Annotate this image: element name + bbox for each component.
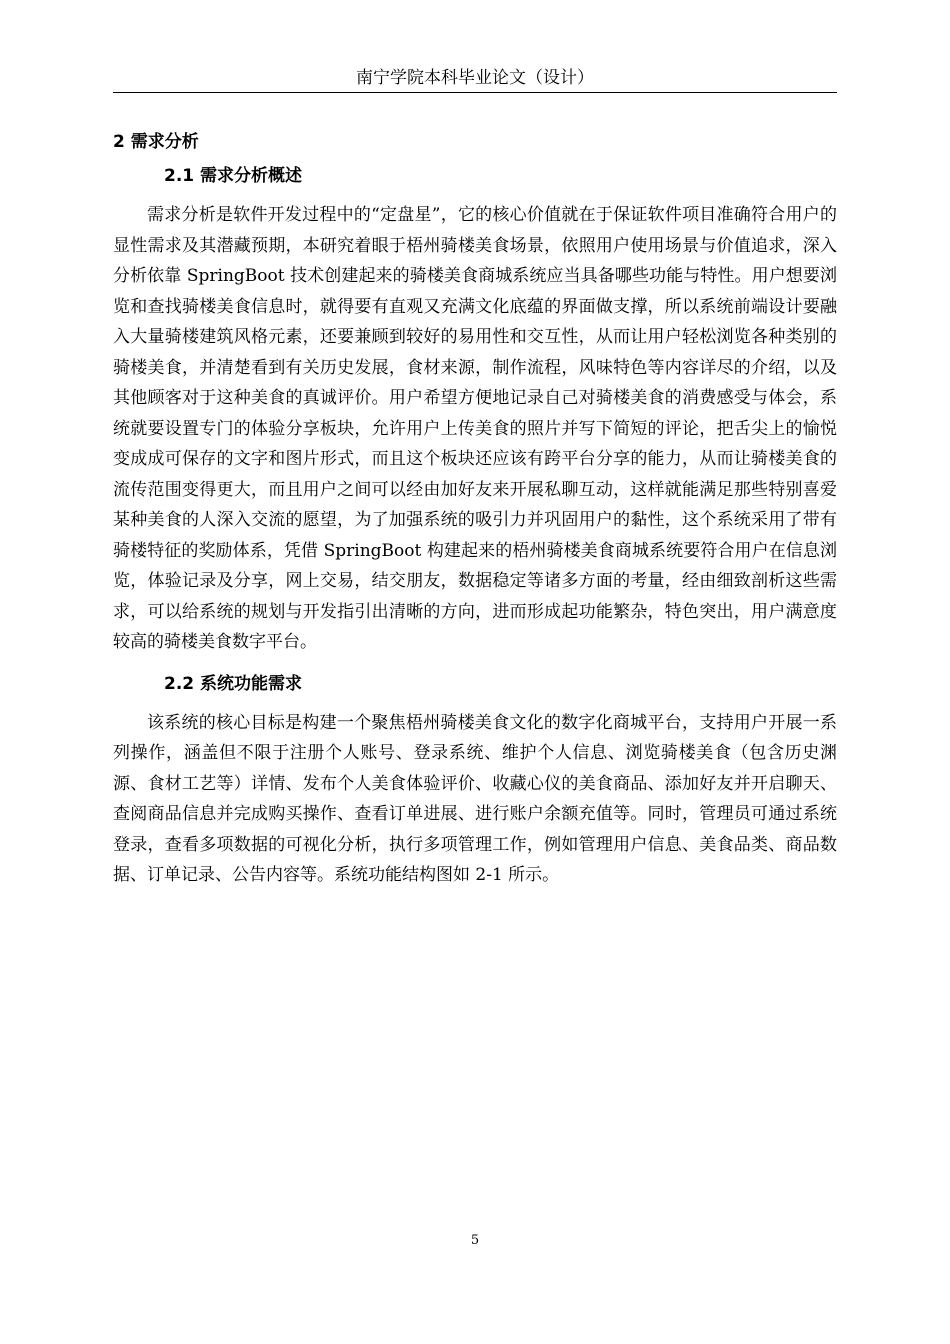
paragraph-requirements-overview: 需求分析是软件开发过程中的“定盘星”，它的核心价值就在于保证软件项目准确符合用户的显性需求及其潜藏预期，本研究着眼于梧州骑楼美食场景，依照用户使用场景与价值追求，深入分析依靠 SpringBoot 技术创建起来的骑楼美食商城系统应当具备哪些功能与特性。用户想要浏览和查找骑楼美食信息时，就得要有直观又充满文化底蕴的界面做支撑，所以系统前端设计要融入大量骑楼建筑风格元素，还要兼顾到较好的易用性和交互性，从而让用户轻松浏览各种类别的骑楼美食，并清楚看到有关历史发展，食材来源，制作流程，风味特色等内容详尽的介绍，以及其他顾客对于这种美食的真诚评价。用户希望方便地记录自己对骑楼美食的消费感受与体会，系统就要设置专门的体验分享板块，允许用户上传美食的照片并写下简短的评论，把舌尖上的愉悦变成成可保存的文字和图片形式，而且这个板块还应该有跨平台分享的能力，从而让骑楼美食的流传范围变得更大，而且用户之间可以经由加好友来开展私聊互动，这样就能满足那些特别喜爱某种美食的人深入交流的愿望，为了加强系统的吸引力并巩固用户的黏性，这个系统采用了带有骑楼特征的奖励体系，凭借 SpringBoot 构建起来的梧州骑楼美食商城系统要符合用户在信息浏览，体验记录及分享，网上交易，结交朋友，数据稳定等诸多方面的考量，经由细致剖析这些需求，可以给系统的规划与开发指引出清晰的方向，进而形成起功能繁杂，特色突出，用户满意度较高的骑楼美食数字平台。 — [113, 205, 837, 652]
page-body — [113, 126, 837, 901]
page-number: 5 — [470, 1233, 480, 1248]
subsection-heading-overview: 2.1 需求分析概述 — [164, 166, 303, 186]
running-header: 南宁学院本科毕业论文（设计） — [113, 64, 837, 93]
paragraph-functional-requirements: 该系统的核心目标是构建一个聚焦梧州骑楼美食文化的数字化商城平台，支持用户开展一系列操作，涵盖但不限于注册个人账号、登录系统、维护个人信息、浏览骑楼美食（包含历史渊源、食材工艺等）详情、发布个人美食体验评价、收藏心仪的美食商品、添加好友并开启聊天、查阅商品信息并完成购买操作、查看订单进展、进行账户余额充值等。同时，管理员可通过系统登录，查看多项数据的可视化分析，执行多项管理工作，例如管理用户信息、美食品类、商品数据、订单记录、公告内容等。系统功能结构图如 2-1 所示。 — [113, 712, 837, 885]
section-heading: 2 需求分析 — [113, 132, 199, 152]
subsection-heading-functional-requirements: 2.2 系统功能需求 — [164, 673, 303, 694]
